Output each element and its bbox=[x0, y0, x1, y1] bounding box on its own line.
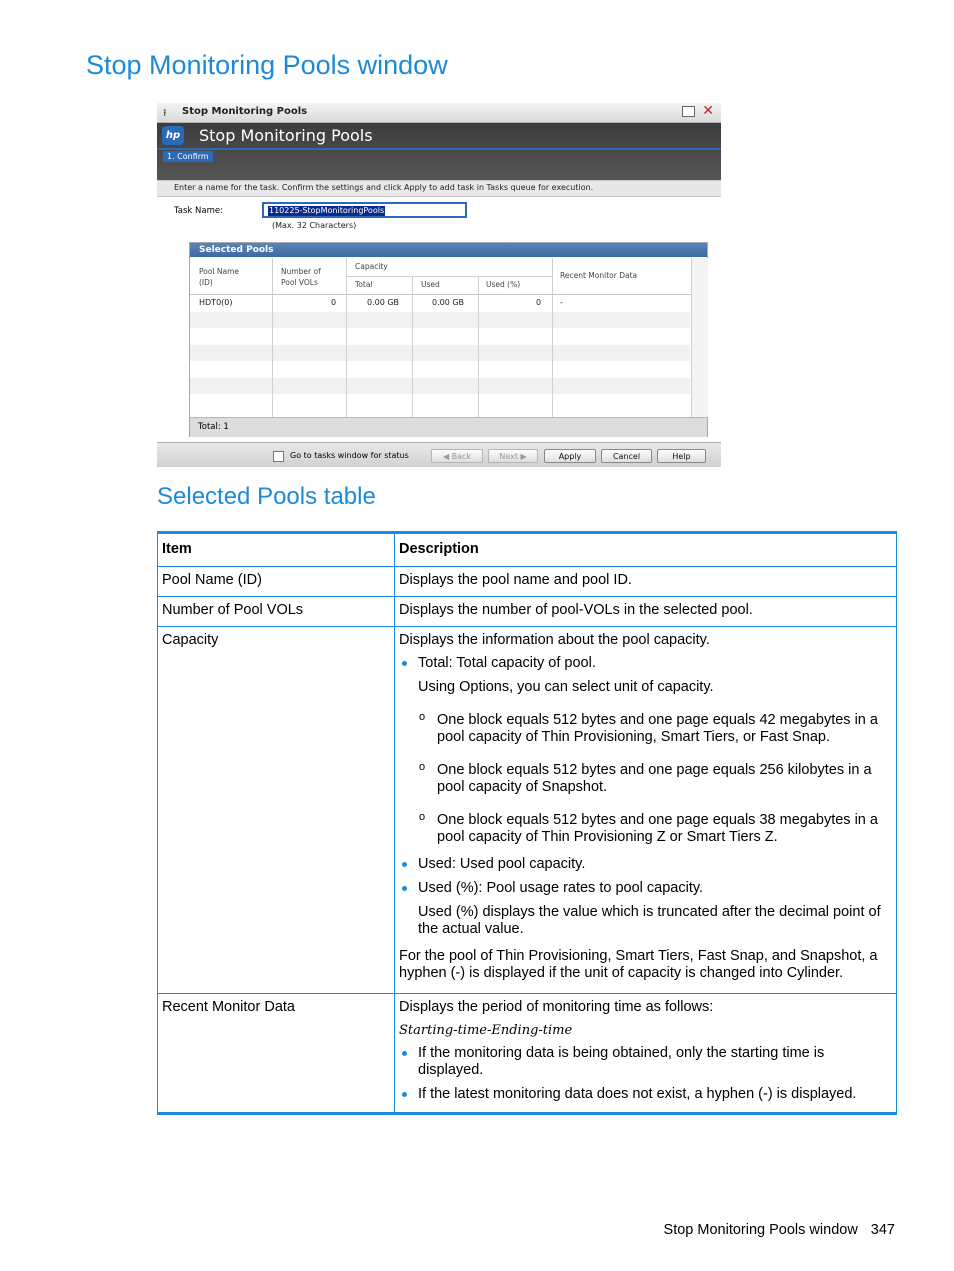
back-button[interactable] bbox=[431, 449, 483, 463]
table-row bbox=[158, 597, 896, 627]
cell-used-pct: 0 bbox=[536, 298, 542, 307]
selected-pools-title: Selected Pools bbox=[190, 243, 707, 257]
table-row-empty bbox=[190, 345, 690, 361]
page-number: 347 bbox=[870, 1222, 895, 1238]
go-to-tasks-checkbox[interactable] bbox=[273, 451, 284, 462]
close-icon[interactable]: ✕ bbox=[702, 103, 714, 119]
sub-bullet-icon: o bbox=[419, 711, 426, 723]
banner-divider bbox=[157, 148, 721, 150]
description-cell: Displays the number of pool-VOLs in the selected pool. bbox=[395, 597, 897, 627]
table-row[interactable] bbox=[190, 295, 690, 311]
bullet-no-data: If the latest monitoring data does not exist, a hyphen (-) is displayed. bbox=[399, 1086, 892, 1103]
col-recent[interactable]: Recent Monitor Data bbox=[560, 271, 638, 280]
cell-used: 0.00 GB bbox=[432, 298, 465, 307]
table-header-row bbox=[158, 534, 896, 567]
instruction-bar bbox=[157, 180, 721, 197]
go-to-tasks-label: Go to tasks window for status bbox=[290, 451, 409, 460]
col-divider bbox=[346, 258, 347, 417]
task-name-label: Task Name: bbox=[174, 206, 223, 216]
recent-intro: Displays the period of monitoring time as follows: bbox=[399, 999, 714, 1015]
window-titlebar bbox=[157, 103, 721, 123]
back-arrow-icon: ◀ bbox=[442, 452, 450, 461]
header-item: Item bbox=[158, 534, 395, 567]
collapse-icon[interactable]: ⭱ bbox=[163, 108, 167, 119]
col-num-vols-label-2: Pool VOLs bbox=[281, 278, 318, 287]
total-count: Total: 1 bbox=[198, 422, 229, 432]
cell-pool: HDT0(0) bbox=[199, 298, 233, 307]
banner-title: Stop Monitoring Pools bbox=[199, 126, 373, 145]
col-divider bbox=[478, 276, 479, 417]
table-scrollbar[interactable] bbox=[691, 258, 708, 417]
description-cell bbox=[395, 627, 897, 994]
used-pct-note: Used (%) displays the value which is truncated after the decimal point of the actual value. bbox=[418, 904, 881, 937]
item-cell: Capacity bbox=[158, 627, 395, 994]
col-divider bbox=[552, 258, 553, 417]
sub-item bbox=[399, 762, 892, 796]
col-pool-name-label: Pool Name bbox=[199, 267, 240, 276]
help-button[interactable]: Help bbox=[657, 449, 706, 463]
col-used[interactable]: Used bbox=[421, 280, 440, 289]
table-row-empty bbox=[190, 395, 690, 411]
task-name-hint: (Max. 32 Characters) bbox=[272, 221, 357, 230]
col-divider bbox=[272, 258, 273, 417]
section-heading: Selected Pools table bbox=[157, 483, 376, 510]
window-banner bbox=[157, 123, 721, 180]
bullet-obtaining: If the monitoring data is being obtained, only the starting time is displayed. bbox=[399, 1045, 892, 1079]
footer-title: Stop Monitoring Pools window bbox=[663, 1222, 858, 1238]
selected-pools-description-table bbox=[157, 531, 897, 1115]
item-cell: Pool Name (ID) bbox=[158, 567, 395, 597]
item-cell: Recent Monitor Data bbox=[158, 994, 395, 1113]
col-total[interactable]: Total bbox=[355, 280, 373, 289]
next-button-label: Next bbox=[499, 452, 518, 461]
header-description: Description bbox=[395, 534, 897, 567]
selected-pools-header bbox=[190, 258, 707, 295]
time-format: Starting-time-Ending-time bbox=[399, 1023, 573, 1038]
sub-bullet-icon: o bbox=[419, 811, 426, 823]
cancel-button[interactable]: Cancel bbox=[601, 449, 652, 463]
col-divider bbox=[412, 276, 413, 417]
task-name-value[interactable]: 110225-StopMonitoringPools bbox=[269, 206, 385, 215]
back-button-label: Back bbox=[451, 452, 472, 461]
bullet-total: Total: Total capacity of pool. bbox=[399, 655, 892, 672]
button-bar bbox=[157, 442, 721, 467]
table-row-empty bbox=[190, 362, 690, 378]
capacity-intro: Displays the information about the pool capacity. bbox=[399, 632, 710, 648]
cell-vols: 0 bbox=[331, 298, 337, 307]
table-row-empty bbox=[190, 312, 690, 328]
capacity-divider bbox=[346, 276, 552, 277]
col-pool-name-label-2: (ID) bbox=[199, 278, 213, 287]
col-num-vols[interactable] bbox=[281, 266, 321, 288]
table-row-empty bbox=[190, 378, 690, 394]
selected-pools-footer bbox=[190, 417, 707, 437]
col-used-pct[interactable]: Used (%) bbox=[486, 280, 521, 289]
col-pool-name[interactable] bbox=[199, 266, 239, 288]
col-num-vols-label: Number of bbox=[281, 267, 321, 276]
capacity-outro: For the pool of Thin Provisioning, Smart Tiers, Fast Snap, and Snapshot, a hyphen (-) is displayed if the unit of capacity is changed into Cylinder. bbox=[399, 948, 878, 981]
titlebar-title: Stop Monitoring Pools bbox=[182, 106, 308, 117]
description-cell bbox=[395, 994, 897, 1113]
item-cell: Number of Pool VOLs bbox=[158, 597, 395, 627]
cell-recent: - bbox=[560, 298, 563, 307]
table-row bbox=[158, 627, 896, 994]
sub-item bbox=[399, 812, 892, 846]
table-row-empty bbox=[190, 329, 690, 345]
col-capacity: Capacity bbox=[355, 262, 388, 271]
cell-total: 0.00 GB bbox=[367, 298, 400, 307]
sub-item-text: One block equals 512 bytes and one page equals 256 kilobytes in a pool capacity of Snapshot. bbox=[437, 762, 872, 795]
sub-item-text: One block equals 512 bytes and one page equals 42 megabytes in a pool capacity of Thin Provisioning, Smart Tiers, or Fast Snap. bbox=[437, 712, 878, 745]
page-footer bbox=[664, 1222, 895, 1238]
stop-monitoring-pools-window bbox=[157, 103, 721, 467]
step-tab-confirm[interactable]: 1. Confirm bbox=[163, 151, 213, 162]
apply-button[interactable]: Apply bbox=[544, 449, 596, 463]
selected-pools-panel bbox=[189, 242, 708, 437]
bullet-used-pct: Used (%): Pool usage rates to pool capacity. bbox=[399, 880, 892, 897]
sub-item bbox=[399, 712, 892, 746]
task-name-field[interactable] bbox=[262, 202, 467, 218]
page-heading: Stop Monitoring Pools window bbox=[86, 50, 448, 80]
instruction-text: Enter a name for the task. Confirm the settings and click Apply to add task in Tasks queue for execution. bbox=[174, 183, 594, 192]
table-row bbox=[158, 994, 896, 1113]
sub-item-text: One block equals 512 bytes and one page equals 38 megabytes in a pool capacity of Thin Provisioning Z or Smart Tiers Z. bbox=[437, 812, 878, 845]
maximize-icon[interactable] bbox=[682, 106, 695, 117]
total-note: Using Options, you can select unit of capacity. bbox=[418, 679, 714, 695]
hp-logo: hp bbox=[162, 126, 184, 145]
description-cell: Displays the pool name and pool ID. bbox=[395, 567, 897, 597]
bullet-used: Used: Used pool capacity. bbox=[399, 856, 892, 873]
table-row bbox=[158, 567, 896, 597]
sub-bullet-icon: o bbox=[419, 761, 426, 773]
next-button[interactable] bbox=[488, 449, 538, 463]
next-arrow-icon: ▶ bbox=[520, 452, 527, 461]
